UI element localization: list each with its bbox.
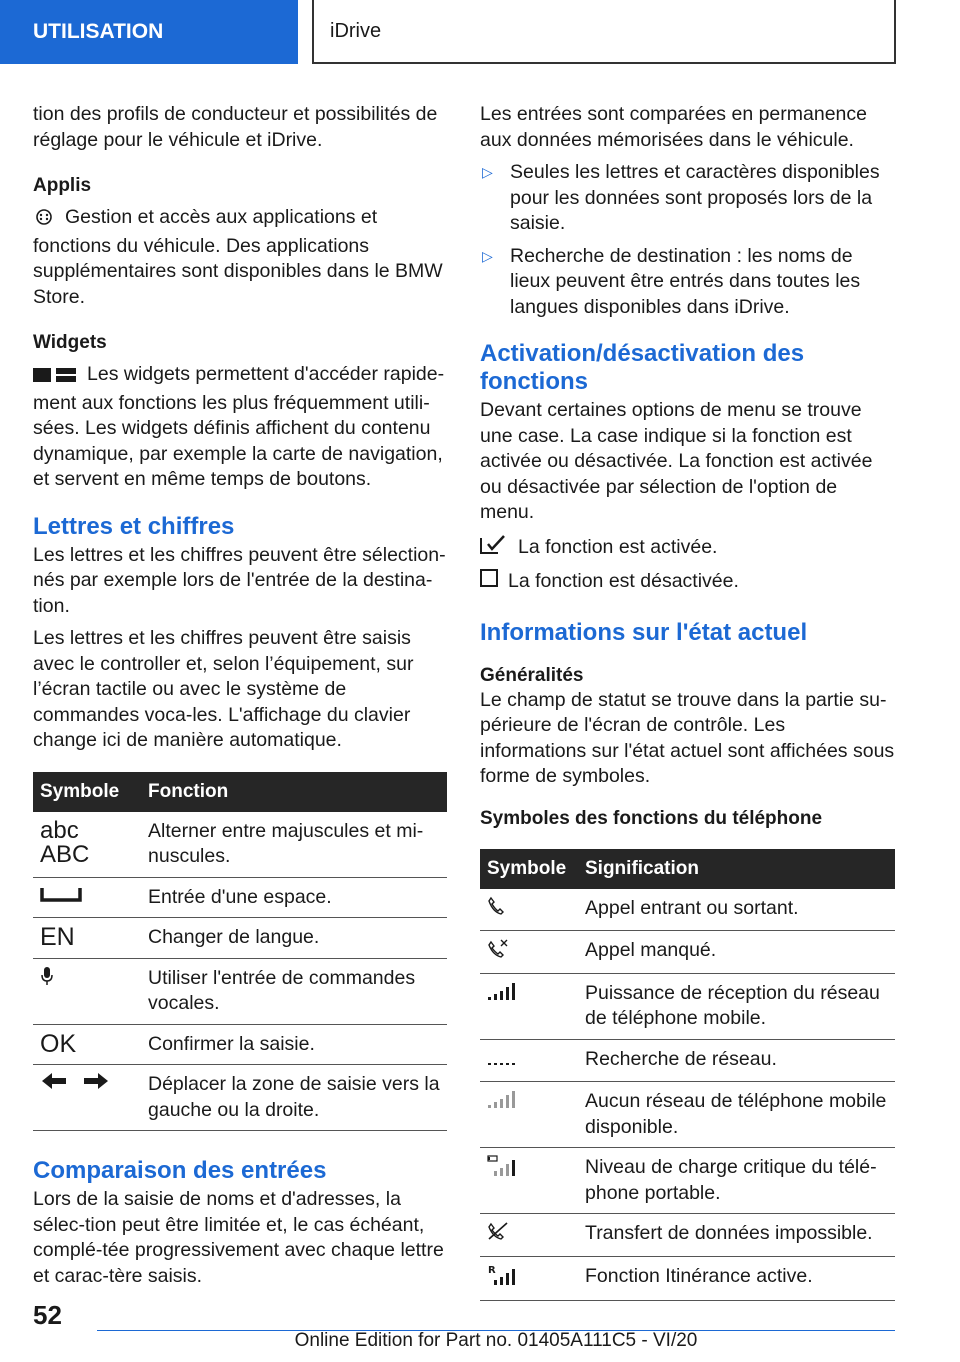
letters-heading: Lettres et chiffres — [33, 512, 235, 540]
apps-icon — [33, 208, 55, 234]
ok-symbol: OK — [40, 1029, 77, 1058]
table-row — [480, 1082, 895, 1148]
space-icon — [33, 885, 148, 911]
bullet-triangle-icon: ▷ — [482, 164, 493, 180]
state-on-line — [480, 534, 895, 562]
row-text: Confirmer la saisie. — [148, 1032, 315, 1055]
checkbox-checked-icon — [480, 534, 506, 562]
letters-paragraph-1: Les lettres et les chiffres peuvent être sélection-nés par exemple lors de l'entrée de la destina-tion. — [33, 543, 446, 617]
column-header-symbol: Symbole — [487, 857, 567, 879]
symbol-uppercase: ABC — [40, 840, 90, 868]
table-row — [480, 1214, 895, 1257]
row-text: Appel manqué. — [585, 939, 717, 961]
table-row — [33, 918, 447, 959]
widgets-heading: Widgets — [33, 332, 107, 353]
row-text: Déplacer la zone de saisie vers la gauche ou la droite. — [148, 1073, 440, 1121]
table-row — [480, 931, 895, 974]
compare-text: Lors de la saisie de noms et d'adresses, la sélec-tion peut être limitée et, le cas échéant, complé-tée progressivement avec chaque lettre et carac-tère saisis. — [33, 1188, 444, 1287]
column-header-meaning: Signification — [585, 857, 699, 879]
applis-heading: Applis — [33, 175, 92, 196]
intro-text: tion des profils de conducteur et possibilités de réglage pour le véhicule et iDrive. — [33, 103, 438, 151]
applis-text: Gestion et accès aux applications et fonctions du véhicule. Des applications supplémentaires sont disponibles dans le BMW Store. — [33, 206, 443, 308]
general-heading: Généralités — [480, 664, 584, 686]
activation-heading: Activation/désactivation des fonctions — [480, 340, 805, 395]
letters-paragraph-2: Les lettres et les chiffres peuvent être saisis avec le controller et, selon l’équipement, sur l’écran tactile ou avec le système de commandes voca-les. L'affichage du clavier change ici de manière automatique. — [33, 627, 414, 751]
table-row — [480, 1148, 895, 1214]
applis-paragraph — [33, 205, 447, 310]
column-header-function: Fonction — [148, 780, 229, 802]
phone-symbols-table — [480, 849, 895, 1302]
svg-text:R: R — [488, 1264, 496, 1276]
table-row — [480, 974, 895, 1040]
table-row — [480, 1257, 895, 1302]
info-heading: Informations sur l'état actuel — [480, 618, 808, 646]
row-text: Niveau de charge critique du télé-phone portable. — [585, 1156, 877, 1204]
widgets-icon — [33, 365, 77, 391]
low-battery-icon — [480, 1155, 585, 1206]
row-text: Utiliser l'entrée de commandes vocales. — [148, 966, 416, 1014]
left-column — [33, 102, 447, 1289]
table-row — [480, 889, 895, 932]
table-row — [33, 959, 447, 1025]
table-row — [480, 1040, 895, 1083]
compare-heading: Comparaison des entrées — [33, 1157, 327, 1184]
table-row — [33, 812, 447, 878]
signal-strength-icon — [480, 981, 585, 1032]
case-toggle-symbol — [33, 816, 148, 870]
row-text: Fonction Itinérance active. — [585, 1264, 813, 1287]
symbol-lowercase: abc — [40, 816, 79, 844]
right-column — [480, 102, 895, 1301]
table-header — [33, 772, 447, 812]
row-text: Recherche de réseau. — [585, 1047, 777, 1070]
state-off-line — [480, 569, 895, 595]
bullet-text: Seules les lettres et caractères disponibles pour les données sont proposés lors de la saisie. — [510, 161, 880, 234]
table-header — [480, 849, 895, 889]
table-row — [33, 878, 447, 919]
list-item — [480, 160, 895, 237]
widgets-text: Les widgets permettent d'accéder rapide-ment aux fonctions les plus fréquemment utili-sées. Les widgets définis affichent du contenu dynamique, par exemple la carte de navigation, et servent en même temps de boutons. — [33, 363, 445, 490]
no-network-icon — [480, 1089, 585, 1140]
section-tab — [0, 0, 298, 64]
edition-text: Online Edition for Part no. 01405A111C5 - VI/20 — [294, 1330, 698, 1351]
row-text: Entrée d'une espace. — [148, 885, 332, 908]
compare-intro: Les entrées sont comparées en permanence aux données mémorisées dans le véhicule. — [480, 103, 867, 151]
keyboard-symbols-table — [33, 772, 447, 1132]
row-text: Changer de langue. — [148, 926, 320, 948]
state-off-text: La fonction est désactivée. — [508, 570, 739, 592]
row-text: Aucun réseau de téléphone mobile disponible. — [585, 1090, 887, 1138]
phone-call-icon — [480, 896, 585, 924]
general-text: Le champ de statut se trouve dans la partie su-périeure de l'écran de contrôle. Les informations sur l'état actuel sont affichées sous forme de symboles. — [480, 688, 895, 787]
microphone-icon — [33, 966, 148, 1017]
checkbox-empty-icon — [480, 569, 498, 595]
arrow-left-right-icon — [33, 1072, 148, 1123]
bullet-triangle-icon: ▷ — [482, 247, 493, 264]
widgets-paragraph — [33, 362, 447, 493]
list-item — [480, 244, 895, 321]
section-title: UTILISATION — [33, 20, 164, 43]
roaming-icon — [480, 1264, 585, 1294]
no-data-transfer-icon — [480, 1221, 585, 1249]
chapter-header — [312, 0, 896, 64]
row-text: Transfert de données impossible. — [585, 1222, 873, 1244]
page-number: 52 — [33, 1300, 62, 1330]
state-on-text: La fonction est activée. — [518, 535, 718, 558]
table-row — [33, 1025, 447, 1066]
missed-call-icon — [480, 938, 585, 966]
phone-symbols-heading: Symboles des fonctions du téléphone — [480, 807, 823, 829]
network-search-icon — [480, 1047, 585, 1075]
table-row — [33, 1065, 447, 1131]
row-text: Puissance de réception du réseau de téléphone mobile. — [585, 981, 880, 1029]
column-header-symbol: Symbole — [40, 780, 120, 802]
row-text: Appel entrant ou sortant. — [585, 896, 799, 919]
row-text: Alterner entre majuscules et mi-nuscules. — [148, 819, 424, 867]
language-symbol: EN — [40, 923, 75, 951]
bullet-text: Recherche de destination : les noms de lieux peuvent être entrés dans toutes les langues disponibles dans iDrive. — [510, 244, 861, 318]
chapter-title: iDrive — [330, 19, 382, 42]
activation-text: Devant certaines options de menu se trouve une case. La case indique si la fonction est activée ou désactivée. La fonction est activée ou désactivée par sélection de l'option de menu. — [480, 399, 873, 523]
